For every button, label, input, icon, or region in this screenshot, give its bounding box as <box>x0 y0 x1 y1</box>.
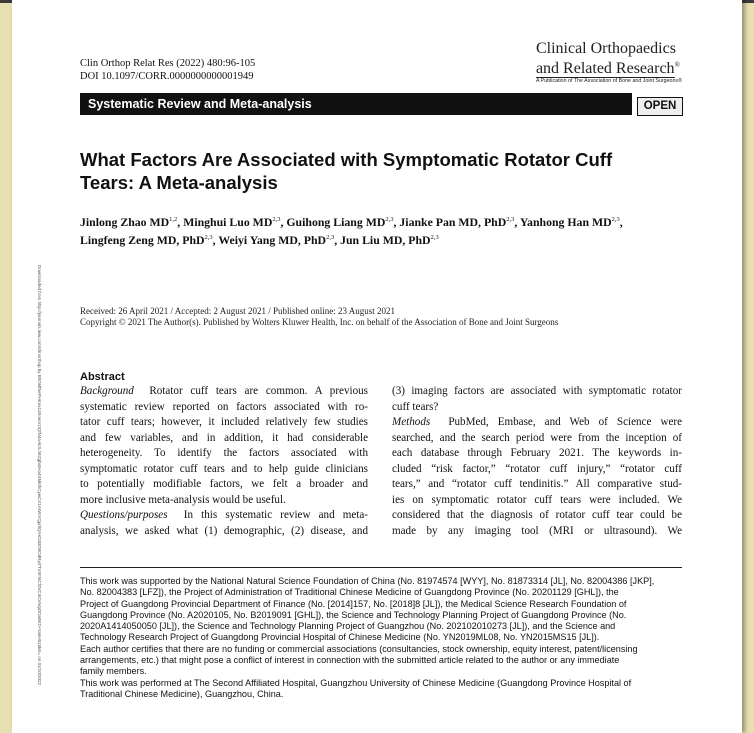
abstract-line: Methods PubMed, Embase, and Web of Science were <box>392 416 682 428</box>
abstract-line: systematic review reported on factors associated with ro- <box>80 400 368 413</box>
abstract-line: heterogeneity. To identify the factors associated with <box>80 447 368 459</box>
author-name: Jianke Pan MD, PhD <box>399 214 507 229</box>
abstract-line: tears,” and “rotator cuff tendinitis.” All comparative stud- <box>392 478 682 490</box>
footnote-line: Guangdong Province (No. A2020105, No. B2019091 [GHL]), the Science and Technology Planning Project of Guangdong Province (No. <box>80 609 627 620</box>
author-name: Weiyi Yang MD, PhD <box>218 232 327 247</box>
journal-citation: Clin Orthop Relat Res (2022) 480:96-105 <box>80 58 256 69</box>
abstract-line: more inclusive meta-analysis would be useful. <box>80 493 286 506</box>
abstract-column-right <box>392 384 682 539</box>
received-dates: Received: 26 April 2021 / Accepted: 2 August 2021 / Published online: 23 August 2021 <box>80 306 395 316</box>
download-watermark <box>34 265 44 705</box>
author-affiliation: 2,3 <box>430 233 439 241</box>
author-name: Minghui Luo MD <box>183 214 273 229</box>
author-affiliation: 2,3 <box>611 216 620 223</box>
title-line-1: What Factors Are Associated with Symptomatic Rotator Cuff <box>80 149 613 170</box>
author-affiliation: 2,3 <box>385 216 394 223</box>
abstract-line: to potentially modifiable factors, we felt a broader and <box>80 478 368 490</box>
footnotes <box>80 576 692 700</box>
journal-logo[interactable] <box>536 40 682 85</box>
author-list: Jinlong Zhao MD$^{1,2}$, Minghui Luo MD$^{2,3}$, Guihong Liang MD$^{2,3}$, Jianke Pan MD, PhD$^{2,3}$, Yanhong Han MD$^{2,3}$, Lingfeng Zeng MD, PhD$^{2,3}$, Weiyi Yang MD, PhD$^{2,3}$, Jun Liu MD, PhD$^{2,3}$ <box>80 214 623 247</box>
author-affiliation: 2,3 <box>272 216 281 223</box>
author-affiliation: 2,3 <box>326 233 335 241</box>
footnote-line: No. 82004383 [LFZ]), the Project of Administration of Traditional Chinese Medicine of Guangdong Province (No. 20201129 [GHL]), the <box>80 587 619 598</box>
questions-label: Questions/purposes <box>80 509 168 521</box>
abstract-line: made by any imaging tool (MRI or ultrasound). We <box>392 524 682 537</box>
abstract-line: cuff tears? <box>392 400 439 413</box>
footnote-line: This work was performed at The Second Affiliated Hospital, Guangzhou University of Chinese Medicine (Guangdong Province Hospital of <box>80 677 632 688</box>
logo-line-2: and Related Research <box>535 60 675 78</box>
article-page <box>12 0 742 733</box>
background-label: Background <box>80 385 134 397</box>
methods-label: Methods <box>392 416 431 428</box>
abstract-line: considered that the diagnosis of rotator cuff tear could be <box>392 509 682 521</box>
publication-dates <box>80 306 558 328</box>
author-name: Yanhong Han MD <box>519 214 612 229</box>
footnote-line: arrangements, etc.) that might pose a conflict of interest in connection with the submitted article related to the author or any immediate <box>80 655 620 666</box>
copyright-notice: Copyright © 2021 The Author(s). Published by Wolters Kluwer Health, Inc. on behalf of the Association of Bone and Joint Surgeons <box>80 317 559 327</box>
title-line-2: Tears: A Meta-analysis <box>80 172 278 193</box>
footnote-line: Each author certifies that there are no funding or commercial associations (consultancies, stock ownership, equity interest, patent/licensing <box>80 643 638 654</box>
abstract-column-left <box>80 384 368 539</box>
footnote-line: Traditional Chinese Medicine), Guangzhou, China. <box>80 688 284 699</box>
abstract-line: symptomatic rotator cuff tears and to help guide clinicians <box>80 462 368 475</box>
author-name: Lingfeng Zeng MD, PhD <box>80 232 205 247</box>
section-banner: Systematic Review and Meta-analysis <box>80 93 632 115</box>
logo-subline: A Publication of The Association of Bone and Joint Surgeons® <box>535 78 682 85</box>
author-affiliation: 2,3 <box>204 233 213 241</box>
author-name: Jinlong Zhao MD <box>80 214 170 229</box>
author-affiliation: 2,3 <box>506 216 515 223</box>
author-name: Guihong Liang MD <box>286 214 386 229</box>
logo-line-1: Clinical Orthopaedics <box>535 40 676 57</box>
open-access-badge: OPEN <box>637 97 683 116</box>
doi[interactable]: DOI 10.1097/CORR.0000000000001949 <box>80 71 254 82</box>
logo-reg-mark: ® <box>674 61 680 69</box>
abstract-heading: Abstract <box>80 371 125 383</box>
abstract-line: Questions/purposes In this systematic review and meta- <box>80 509 369 521</box>
footnote-line: This work was supported by the National Natural Science Foundation of China (No. 81974574 [WYY], No. 81873314 [JL], No. 82004386 [JKP], <box>80 576 655 586</box>
article-title <box>80 148 680 194</box>
abstract-line: ies on symptomatic rotator cuff tears were included. We <box>392 493 682 506</box>
footnote-divider <box>80 567 682 568</box>
abstract-line: tator cuff tears; however, it included relatively few studies <box>80 416 368 428</box>
footnote-line: family members. <box>80 666 147 677</box>
footnote-line: 2020A1414050050 [JL]), the Science and Technology Planning Project of Guangzhou (No. 202102010273 [JL]), and the Science and <box>80 621 616 632</box>
footnote-line: Project of Guangdong Provincial Department of Finance (No. [2014]157, No. [2018]8 [JL]), the Medical Science Research Foundation of <box>80 598 627 609</box>
author-affiliation: 1,2 <box>169 216 178 223</box>
abstract-line: cluded “risk factor,” “rotator cuff injury,” “rotator cuff <box>392 462 682 475</box>
author-name: Jun Liu MD, PhD <box>340 232 431 247</box>
footnote-line: Technology Research Project of Guangdong Provincial Hospital of Chinese Medicine (No. YN2019ML08, No. YN2015MS15 [JL]). <box>80 632 600 643</box>
citation-block <box>80 57 255 83</box>
abstract-line: (3) imaging factors are associated with symptomatic rotator <box>392 385 682 397</box>
abstract-line: each database through February 2021. The keywords in- <box>392 447 682 459</box>
abstract-line: analysis, we asked what (1) demographic, (2) disease, and <box>80 524 368 537</box>
abstract-line: Background Rotator cuff tears are common. A previous <box>80 385 368 397</box>
download-watermark-text: Downloaded from http://journals.lww.com/clinorthop by BhDMf5ePHKav1zEoum1tQfN4a+kJLhEZgbsIHo4XMi0hCywCX1AWnYQp/IlQrHD3i3D0OdRyi7TvSFl4Cf3VC4/OAVpDDa8K2+Ya6H515kE= on 01/10/2022 <box>37 265 42 685</box>
abstract-line: and few variables, and in addition, it had considerable <box>80 431 368 444</box>
abstract-line: searched, and the search period were from the inception of <box>392 431 682 444</box>
